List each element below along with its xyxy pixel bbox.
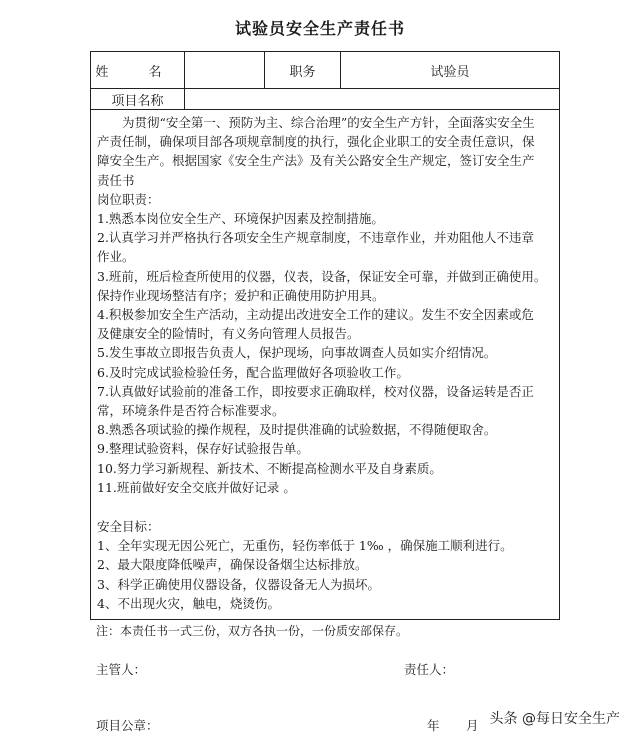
goal-line: 1、全年实现无因公死亡，无重伤，轻伤率低于 1‰ ，确保施工顺利进行。	[97, 538, 513, 554]
duty-line: 10.努力学习新规程、新技术、不断提高检测水平及自身素质。	[97, 460, 442, 476]
position-value: 试验员	[341, 52, 560, 89]
intro-line: 产责任制，确保项目部各项规章制度的执行，强化企业职工的安全责任意识，保	[97, 134, 535, 150]
source-watermark: 头条 @每日安全生产	[486, 706, 624, 730]
intro-line: 为贯彻“安全第一、预防为主、综合治理”的安全生产方针，全面落实安全生	[122, 115, 535, 130]
position-label: 职务	[265, 52, 341, 89]
duty-line: 常，环境条件是否符合标准要求。	[97, 403, 285, 419]
project-label: 项目名称	[91, 89, 185, 110]
duty-line: 2.认真学习并严格执行各项安全生产规章制度，不违章作业，并劝阻他人不违章	[97, 230, 534, 246]
responsibility-body	[91, 110, 560, 620]
duty-line: 11.班前做好安全交底并做好记录 。	[97, 479, 296, 495]
document-title: 试验员安全生产责任书	[234, 19, 405, 38]
goal-line: 4、不出现火灾，触电，烧烫伤。	[97, 595, 280, 611]
duty-line: 4.积极参加安全生产活动，主动提出改进安全工作的建议。发生不安全因素或危	[97, 307, 534, 323]
name-label: 姓 名	[91, 52, 185, 89]
project-seal-label: 项目公章：	[96, 718, 159, 733]
intro-line: 责任书	[97, 172, 135, 188]
duties-title: 岗位职责：	[97, 191, 160, 207]
duty-line: 作业。	[97, 249, 135, 265]
year-label: 年	[427, 718, 440, 733]
footnote: 注：本责任书一式三份，双方各执一份，一份质安部保存。	[96, 624, 409, 638]
supervisor-label: 主管人：	[96, 662, 147, 677]
goals-title: 安全目标：	[97, 519, 160, 535]
name-value	[185, 52, 265, 89]
month-label: 月	[466, 718, 479, 733]
responsible-label: 责任人：	[404, 662, 455, 677]
duty-line: 6.及时完成试验检验任务，配合监理做好各项验收工作。	[97, 364, 409, 380]
project-value	[185, 89, 560, 110]
duty-line: 9.整理试验资料，保存好试验报告单。	[97, 441, 309, 457]
duty-line: 及健康安全的险情时，有义务向管理人员报告。	[97, 326, 360, 342]
responsibility-table	[90, 51, 560, 620]
duty-line: 5.发生事故立即报告负责人，保护现场，向事故调查人员如实介绍情况。	[97, 345, 497, 361]
goal-line: 2、最大限度降低噪声，确保设备烟尘达标排放。	[97, 557, 368, 573]
goal-line: 3、科学正确使用仪器设备，仪器设备无人为损坏。	[97, 576, 380, 592]
duty-line: 8.熟悉各项试验的操作规程，及时提供准确的试验数据，不得随便取舍。	[97, 422, 497, 438]
intro-line: 障安全生产。根据国家《安全生产法》及有关公路安全生产规定，签订安全生产	[97, 153, 535, 169]
duty-line: 7.认真做好试验前的准备工作，即按要求正确取样，校对仪器，设备运转是否正	[97, 383, 534, 399]
duty-line: 3.班前，班后检查所使用的仪器，仪表，设备，保证安全可靠，并做到正确使用。	[97, 268, 547, 284]
duty-line: 1.熟悉本岗位安全生产、环境保护因素及控制措施。	[97, 211, 384, 227]
section-gap	[97, 497, 553, 511]
duty-line: 保持作业现场整洁有序；爱护和正确使用防护用具。	[97, 287, 385, 303]
